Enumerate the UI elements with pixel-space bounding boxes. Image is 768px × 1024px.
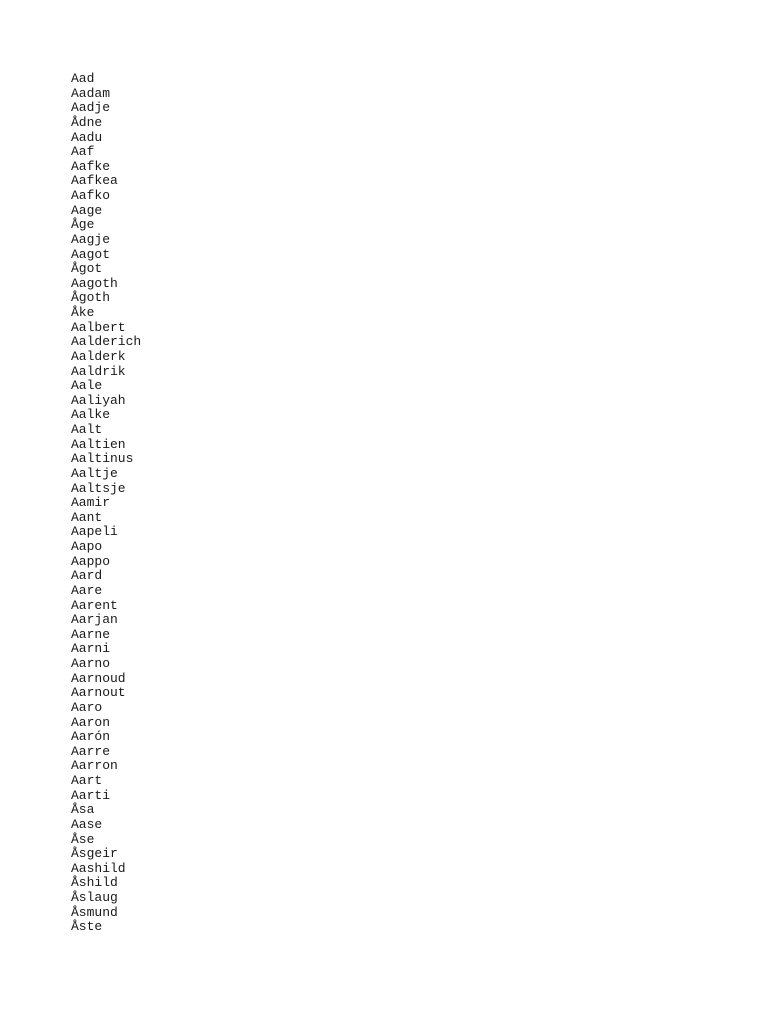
list-item: Aarnout: [71, 685, 126, 701]
list-item: Aappo: [71, 553, 111, 569]
list-item: Aadu: [71, 129, 103, 145]
list-item: Aalbert: [71, 319, 126, 335]
list-item: Ådne: [71, 114, 103, 130]
list-item: Aashild: [71, 860, 126, 876]
list-item: Aaltsje: [71, 480, 126, 496]
list-item: Aamir: [71, 495, 111, 511]
list-item: Aarne: [71, 626, 111, 642]
list-item: Åge: [71, 217, 95, 233]
name-list: [71, 72, 141, 935]
list-item: Aarno: [71, 656, 111, 671]
list-item: Aarni: [71, 641, 111, 657]
list-item: Aafkea: [71, 173, 118, 189]
list-item: Aafke: [71, 158, 111, 174]
list-item: Aaltinus: [71, 451, 134, 467]
list-item: Aaliyah: [71, 392, 126, 408]
list-item: Aadje: [71, 100, 111, 116]
list-item: Aart: [71, 773, 103, 788]
list-item: Aaf: [71, 144, 95, 160]
list-item: Aarnoud: [71, 670, 126, 686]
list-item: Aase: [71, 816, 103, 832]
list-item: Åsa: [71, 802, 95, 818]
list-item: Åsmund: [71, 904, 118, 920]
list-item: Åste: [71, 919, 103, 935]
list-item: Aarent: [71, 597, 118, 613]
list-item: Aarjan: [71, 612, 118, 628]
list-item: Aard: [71, 568, 103, 584]
list-item: Aarre: [71, 743, 111, 759]
list-item: Åslaug: [71, 890, 118, 905]
list-item: Aad: [71, 71, 95, 86]
list-item: Ågoth: [71, 290, 111, 306]
list-item: Åshild: [71, 875, 118, 891]
list-item: Åke: [71, 305, 95, 320]
list-item: Aalderk: [71, 348, 126, 364]
list-item: Aapeli: [71, 524, 118, 540]
list-item: Aalderich: [71, 334, 142, 350]
list-item: Aalke: [71, 407, 111, 423]
list-item: Ågot: [71, 261, 103, 277]
list-item: Aage: [71, 202, 103, 218]
list-item: Aagje: [71, 231, 111, 247]
list-item: Aaro: [71, 699, 103, 715]
list-item: Aare: [71, 582, 103, 598]
list-item: Aalt: [71, 422, 103, 437]
list-item: Aaltien: [71, 436, 126, 452]
list-item: Aant: [71, 509, 103, 525]
list-item: Aaldrik: [71, 363, 126, 379]
list-item: Aarón: [71, 729, 111, 745]
list-item: Aafko: [71, 188, 111, 203]
list-item: Aale: [71, 378, 103, 394]
list-item: Aarti: [71, 787, 111, 803]
list-item: Aagot: [71, 246, 111, 262]
list-item: Aaltje: [71, 465, 118, 481]
list-item: Aaron: [71, 714, 111, 730]
list-item: Åse: [71, 831, 95, 847]
list-item: Aarron: [71, 758, 118, 774]
list-item: Aapo: [71, 539, 103, 554]
list-item: Åsgeir: [71, 846, 118, 862]
list-item: Aagoth: [71, 275, 118, 291]
list-item: Aadam: [71, 85, 111, 101]
